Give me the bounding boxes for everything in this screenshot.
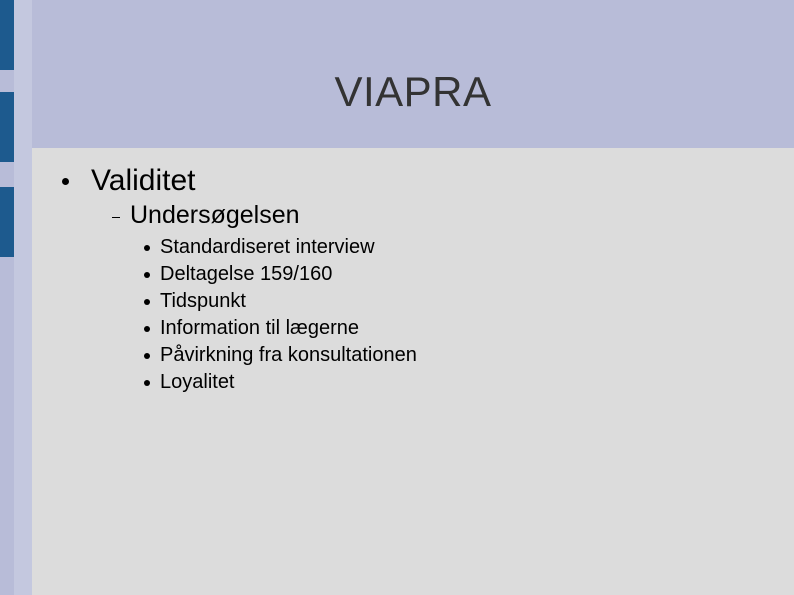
- bullet-dot-icon: [144, 299, 150, 305]
- list-item: [144, 261, 417, 288]
- side-strip: [14, 0, 32, 595]
- list-item: [144, 342, 417, 369]
- bullet-level1-text: Validitet: [91, 164, 196, 197]
- bullet-dash-icon: [112, 217, 120, 218]
- list-item-text: Standardiseret interview: [160, 236, 375, 258]
- list-item-text: Påvirkning fra konsultationen: [160, 344, 417, 366]
- bullet-level3-list: [144, 234, 417, 396]
- list-item: [144, 315, 417, 342]
- list-item-text: Tidspunkt: [160, 290, 246, 312]
- bullet-level2-text: Undersøgelsen: [130, 201, 300, 229]
- bullet-level1: [62, 164, 196, 198]
- slide-content: [32, 148, 794, 595]
- list-item-text: Deltagelse 159/160: [160, 263, 333, 285]
- list-item: [144, 234, 417, 261]
- bullet-dot-icon: [144, 272, 150, 278]
- list-item: [144, 369, 417, 396]
- list-item-text: Information til lægerne: [160, 317, 359, 339]
- bullet-dot-icon: [144, 245, 150, 251]
- list-item: [144, 288, 417, 315]
- list-item-text: Loyalitet: [160, 371, 235, 393]
- bullet-dot-icon: [144, 380, 150, 386]
- bullet-dot-icon: [144, 326, 150, 332]
- bullet-dot-icon: [62, 178, 69, 185]
- bullet-dot-icon: [144, 353, 150, 359]
- title-area: [32, 0, 794, 148]
- slide-title: VIAPRA: [334, 68, 492, 115]
- bullet-level2: [112, 201, 300, 230]
